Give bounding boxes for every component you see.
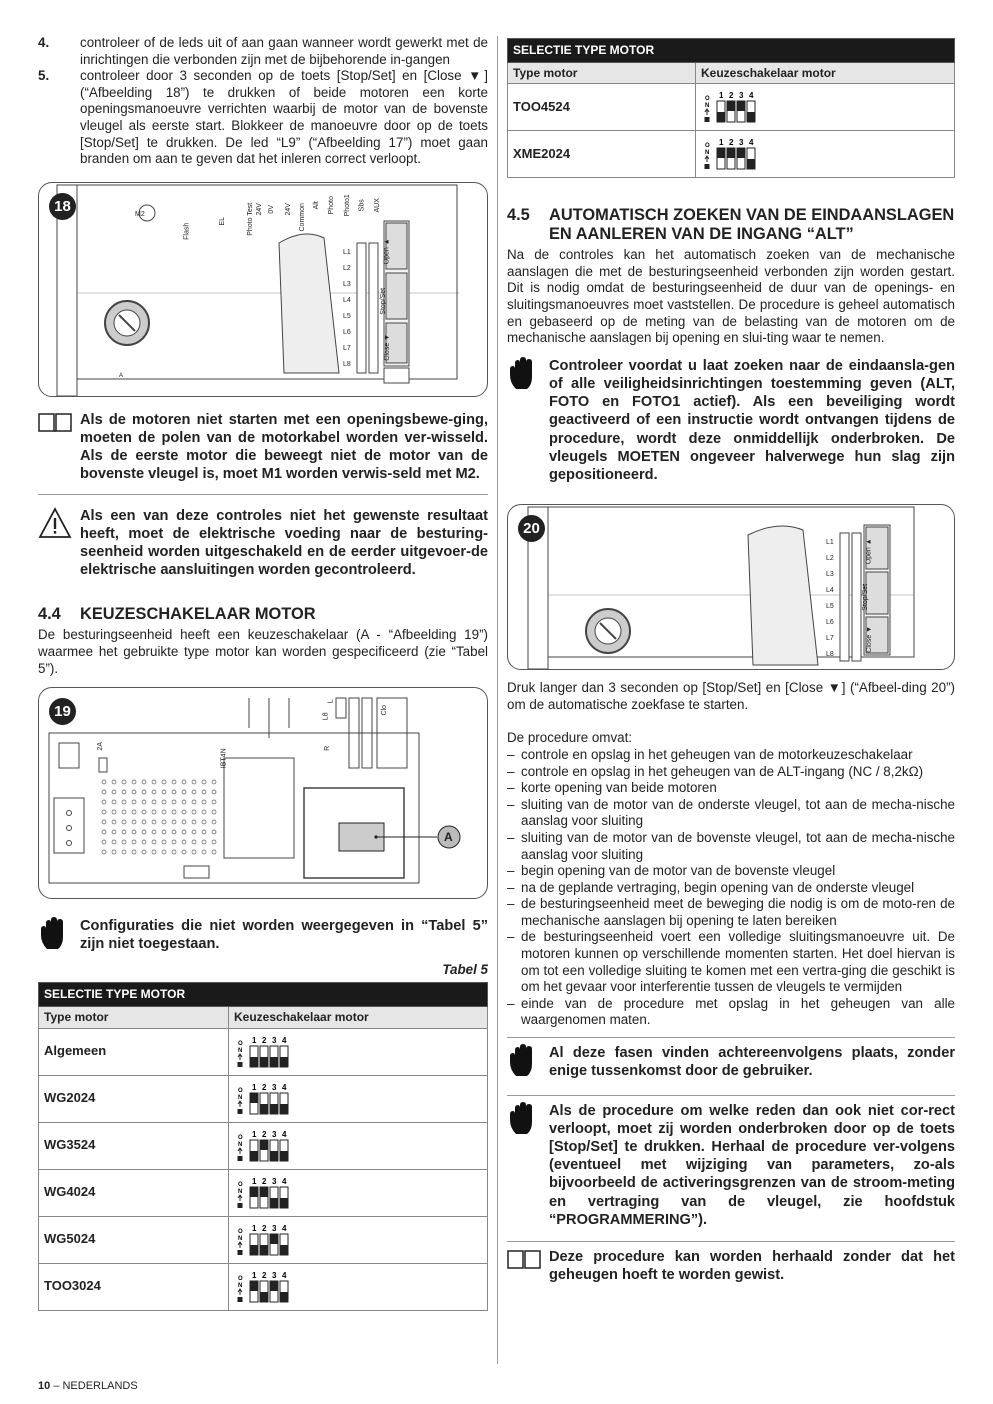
col-header-motor: Type motor <box>39 1006 229 1028</box>
figure-19-drawing <box>39 688 488 899</box>
table-row <box>39 1075 488 1122</box>
led-label: L8 <box>322 712 330 721</box>
column-divider <box>497 36 498 1364</box>
table-row <box>39 1169 488 1216</box>
figure-20-drawing <box>508 505 955 670</box>
led-label: L7 <box>343 344 351 352</box>
svg-text:O: O <box>238 1228 243 1235</box>
led-label: L1 <box>343 248 351 256</box>
led-label: L2 <box>826 555 834 563</box>
press-instruction: Druk langer dan 3 seconden op [Stop/Set] en [Close ▼] (“Afbeel-ding 20”) om de automatische zoekfase te starten. <box>507 680 955 712</box>
terminal-label: Common <box>298 202 306 232</box>
figure-number-badge: 19 <box>49 698 76 725</box>
module-label: IBT4N <box>220 748 228 769</box>
table-row <box>39 1122 488 1169</box>
section-4-4-heading <box>38 605 488 624</box>
separator <box>507 1095 955 1096</box>
svg-text:N: N <box>238 1188 243 1195</box>
svg-text:4: 4 <box>282 1082 287 1092</box>
svg-text:O: O <box>238 1040 243 1047</box>
figure-number-badge: 18 <box>49 193 76 220</box>
svg-text:3: 3 <box>272 1223 277 1233</box>
table-caption: SELECTIE TYPE MOTOR <box>39 983 488 1007</box>
dip-switch-diagram <box>237 1223 295 1257</box>
list-item: – de besturingseenheid meet de beweging die nodig is om de moto-ren de mechanische aanslagen bij opening te laten bereiken <box>507 896 955 929</box>
led-label: L1 <box>826 539 834 547</box>
svg-text:3: 3 <box>272 1082 277 1092</box>
stopset-button-label: Stop/Set <box>862 584 870 611</box>
left-column <box>38 35 488 1311</box>
terminal-label: Photo Test <box>247 202 255 236</box>
note-text: Deze procedure kan worden herhaald zonder dat het geheugen hoeft te worden gewist. <box>549 1249 955 1284</box>
svg-text:1: 1 <box>252 1270 257 1280</box>
open-button-label: Open ▲ <box>383 238 391 265</box>
dip-switch-diagram <box>237 1035 295 1069</box>
fuse-label: 2A <box>96 742 104 751</box>
dip-switch-diagram <box>237 1270 295 1304</box>
svg-text:N: N <box>238 1047 243 1054</box>
procedure-list <box>507 747 955 1029</box>
dip-switch-diagram <box>237 1082 295 1116</box>
motor-type-cell: WG3524 <box>39 1122 229 1169</box>
warning-icon <box>38 507 80 544</box>
svg-text:4: 4 <box>282 1223 287 1233</box>
svg-text:O: O <box>238 1087 243 1094</box>
dip-switch-cell <box>229 1075 488 1122</box>
dip-switch-cell <box>696 131 955 178</box>
svg-text:O: O <box>705 96 710 103</box>
list-item: – begin opening van de motor van de bovenste vleugel <box>507 863 955 880</box>
list-item: – de besturingseenheid voert een volledige sluitingsmanoeuvre uit. De motoren kunnen op verschillende momenten starten. Het doel hiervan is om tot een volledige sluiting te komen met een vertra-ging die geschikt is om het gevaar voor interferentie tussen de vleugels te vermijden <box>507 929 955 995</box>
figure-20 <box>507 504 955 670</box>
motor-type-cell: WG4024 <box>39 1169 229 1216</box>
pcb-holes <box>102 780 216 854</box>
step-number: 4. <box>38 35 50 50</box>
section-number: 4.5 <box>507 206 530 225</box>
dip-switch-diagram <box>704 137 762 171</box>
svg-text:2: 2 <box>262 1082 267 1092</box>
motor-table-right <box>507 38 955 178</box>
led-label: L7 <box>826 635 834 643</box>
terminal-label: Sbs <box>358 199 366 212</box>
list-item: – sluiting van de motor van de onderste vleugel, tot aan de mecha-nische aanslag voor sluiting <box>507 797 955 830</box>
svg-text:1: 1 <box>252 1176 257 1186</box>
col-header-switch: Keuzeschakelaar motor <box>696 62 955 84</box>
led-strip <box>357 243 378 373</box>
led-label: L <box>327 699 335 704</box>
procedure-intro: De procedure omvat: <box>507 730 633 746</box>
open-button-label: Open ▲ <box>865 538 873 565</box>
table-row <box>508 131 955 178</box>
svg-text:3: 3 <box>272 1176 277 1186</box>
dip-switch-cell <box>229 1169 488 1216</box>
svg-text:2: 2 <box>262 1223 267 1233</box>
hand-stop-icon <box>38 917 80 956</box>
section-4-5-heading <box>507 206 955 244</box>
note-hand-fail <box>507 1102 955 1229</box>
table-row <box>508 84 955 131</box>
dip-switch-cell <box>229 1028 488 1075</box>
section-body: Na de controles kan het automatisch zoeken van de mechanische aanslagen die met de besturingseenheid verbonden zijn worden gestart. Dit is nodig omdat de besturingseenheid de duur van de openings- en sluitingsmanoeuvres moet vaststellen. De procedure is geheel automatisch en gebaseerd op de meting van de belasting van de motoren om de mechanische aanslagen bij opening en slui-ting waar te nemen. <box>507 247 955 346</box>
led-label: L6 <box>343 328 351 336</box>
dip-switch-cell <box>229 1263 488 1310</box>
svg-text:O: O <box>238 1275 243 1282</box>
hand-stop-icon <box>507 1044 549 1083</box>
list-item: – na de geplande vertraging, begin opening van de onderste vleugel <box>507 880 955 897</box>
table-row <box>39 1263 488 1310</box>
motor-type-cell: TOO4524 <box>508 84 696 131</box>
step-text: controleer door 3 seconden op de toets [Stop/Set] en [Close ▼] (“Afbeelding 18”) te drukken of beide motoren een korte openingsmanoeuvre verrichten waarbij de motor van de bovenste vleugel als eerste start. Blokkeer de manoeuvre door op de toets [Stop/Set] te drukken. De led “L9” (“Afbeelding 17”) moet gaan branden om aan te geven dat het inleren correct verloopt. <box>80 68 488 167</box>
led-label: L2 <box>343 264 351 272</box>
note-text: Als een van deze controles niet het gewenste resultaat heeft, moet de elektrische voeding naar de besturing-seenheid worden uitgeschakeld en de eerder uitgevoer-de elektrische aansluitingen worden gecontroleerd. <box>80 507 488 579</box>
svg-text:2: 2 <box>729 138 734 148</box>
section-number: 4.4 <box>38 605 61 624</box>
svg-text:3: 3 <box>739 138 744 148</box>
led-label: L4 <box>826 587 834 595</box>
led-label: L3 <box>343 280 351 288</box>
section-body: De besturingseenheid heeft een keuzeschakelaar (A - “Afbeelding 19”) waarmee het gebruikte type motor kan worden gespecificeerd (zie “Tabel 5”). <box>38 627 488 676</box>
note-text: Al deze fasen vinden achtereenvolgens plaats, zonder enige tussenkomst door de gebruiker. <box>549 1045 955 1080</box>
col-header-switch: Keuzeschakelaar motor <box>229 1006 488 1028</box>
step-text: controleer of de leds uit of aan gaan wanneer wordt gewerkt met de inrichtingen die verbonden zijn met de bijbehorende in-gangen <box>80 35 488 67</box>
dip-switch-cell <box>696 84 955 131</box>
footer-language: – NEDERLANDS <box>53 1380 138 1392</box>
led-label: L5 <box>826 603 834 611</box>
svg-text:3: 3 <box>272 1270 277 1280</box>
r-label: R <box>324 745 332 751</box>
svg-text:1: 1 <box>719 91 724 101</box>
terminal-label: EL <box>218 216 226 226</box>
step-5 <box>38 68 488 168</box>
svg-text:4: 4 <box>282 1270 287 1280</box>
led-labels <box>826 535 838 663</box>
table-row <box>39 1216 488 1263</box>
list-item: – controle en opslag in het geheugen van de ALT-ingang (NC / 8,2kΩ) <box>507 764 955 781</box>
svg-text:O: O <box>705 143 710 150</box>
svg-text:N: N <box>238 1094 243 1101</box>
list-item: – sluiting van de motor van de bovenste vleugel, tot aan de mecha-nische aanslag voor sluiting <box>507 830 955 863</box>
section-title: AUTOMATISCH ZOEKEN VAN DE EINDAANSLAGEN EN AANLEREN VAN DE INGANG “ALT” <box>549 206 955 244</box>
callout-a: A <box>444 830 453 845</box>
motor-label: M2 <box>135 210 145 218</box>
hand-stop-icon <box>507 357 549 396</box>
note-hand-check <box>507 357 955 484</box>
svg-text:2: 2 <box>262 1270 267 1280</box>
motor-type-cell: Algemeen <box>39 1028 229 1075</box>
motor-type-cell: XME2024 <box>508 131 696 178</box>
note-hand-phases <box>507 1044 955 1083</box>
svg-text:2: 2 <box>262 1176 267 1186</box>
svg-text:4: 4 <box>749 91 754 101</box>
svg-text:2: 2 <box>729 91 734 101</box>
note-text: Controleer voordat u laat zoeken naar de eindaansla-gen of alle veiligheidsinrichtingen toestemming geven (ALT, FOTO en FOTO1 actief). Als een beveiliging wordt geactiveerd of een instructie wordt ontvangen tijdens de procedure, wordt deze onmiddellijk onderbroken. De vleugels MOETEN ongeveer halverwege hun slag zijn gepositioneerd. <box>549 357 955 483</box>
motor-type-cell: WG5024 <box>39 1216 229 1263</box>
motor-type-cell: WG2024 <box>39 1075 229 1122</box>
led-labels <box>343 245 355 373</box>
svg-text:4: 4 <box>282 1129 287 1139</box>
led-label: L3 <box>826 571 834 579</box>
svg-text:N: N <box>238 1141 243 1148</box>
led-label: L4 <box>343 296 351 304</box>
dip-switch-diagram <box>704 90 762 124</box>
svg-text:3: 3 <box>272 1035 277 1045</box>
step-number: 5. <box>38 68 50 84</box>
led-label: L8 <box>343 360 351 368</box>
table-row <box>39 1028 488 1075</box>
terminal-label: 24V <box>255 202 263 216</box>
right-column <box>507 38 955 1284</box>
motor-type-cell: TOO3024 <box>39 1263 229 1310</box>
led-label: L6 <box>826 619 834 627</box>
list-item: – korte opening van beide motoren <box>507 780 955 797</box>
terminal-label: Photo <box>327 195 335 215</box>
note-book-repeat <box>507 1248 955 1284</box>
svg-text:3: 3 <box>739 91 744 101</box>
table-label: Tabel 5 <box>442 961 488 977</box>
svg-text:N: N <box>238 1282 243 1289</box>
list-item: – einde van de procedure met opslag in het geheugen van alle waargenomen maten. <box>507 996 955 1029</box>
list-item: – controle en opslag in het geheugen van de motorkeuzeschakelaar <box>507 747 955 764</box>
terminal-label: 24V <box>284 202 292 216</box>
svg-text:1: 1 <box>252 1035 257 1045</box>
close-button-label: Close ▼ <box>866 626 874 653</box>
table-caption: SELECTIE TYPE MOTOR <box>508 39 955 63</box>
separator <box>507 1037 955 1038</box>
close-button-label: Close ▼ <box>384 333 392 361</box>
svg-text:N: N <box>705 103 710 110</box>
stopset-button-label: Stop/Set <box>380 287 388 315</box>
terminal-label: Photo1 <box>343 193 351 217</box>
table-body <box>39 1028 488 1310</box>
page-number: 10 <box>38 1380 51 1392</box>
page-footer <box>38 1378 138 1395</box>
led-label: L5 <box>343 312 351 320</box>
col-header-motor: Type motor <box>508 62 696 84</box>
terminal-label: Alt <box>312 200 320 210</box>
figure-19 <box>38 687 488 899</box>
svg-text:N: N <box>238 1235 243 1242</box>
clo-label: Clo <box>380 705 388 716</box>
table-body <box>508 84 955 178</box>
svg-text:2: 2 <box>262 1129 267 1139</box>
note-warning <box>38 507 488 580</box>
svg-text:N: N <box>705 150 710 157</box>
svg-text:1: 1 <box>719 138 724 148</box>
note-text: Configuraties die niet worden weergegeven in “Tabel 5” zijn niet toegestaan. <box>80 918 488 953</box>
book-icon <box>507 1248 549 1275</box>
led-label: L8 <box>826 651 834 659</box>
figure-number-badge: 20 <box>518 515 545 542</box>
terminal-label: 0V <box>267 204 275 214</box>
svg-text:O: O <box>238 1181 243 1188</box>
book-icon <box>38 411 80 438</box>
svg-text:O: O <box>238 1134 243 1141</box>
dip-switch-cell <box>229 1122 488 1169</box>
svg-text:1: 1 <box>252 1082 257 1092</box>
motor-table-left <box>38 982 488 1310</box>
dip-switch-diagram <box>237 1129 295 1163</box>
svg-text:2: 2 <box>262 1035 267 1045</box>
terminal-label: AUX <box>373 197 381 213</box>
note-text: Als de procedure om welke reden dan ook niet cor-rect verloopt, moet zij worden onderbroken door op de toets [Stop/Set] te drukken. Herhaal de procedure ver-volgens (eventueel met wijziging van parameters, zo-als bijvoorbeeld de activeringsgrenzen van de stroom-meting en vertraging van de vleugel, zie hoofdstuk “PROGRAMMERING”). <box>549 1102 955 1228</box>
note-hand-config <box>38 917 488 956</box>
separator <box>507 1241 955 1242</box>
svg-text:4: 4 <box>749 138 754 148</box>
note-book-poles <box>38 411 488 484</box>
svg-text:4: 4 <box>282 1035 287 1045</box>
section-title: KEUZESCHAKELAAR MOTOR <box>80 605 316 624</box>
svg-text:4: 4 <box>282 1176 287 1186</box>
step-4 <box>38 35 488 68</box>
dip-switch-cell <box>229 1216 488 1263</box>
hand-stop-icon <box>507 1102 549 1141</box>
figure-18 <box>38 182 488 397</box>
dip-switch-diagram <box>237 1176 295 1210</box>
terminal-label: Flash <box>183 222 191 240</box>
svg-text:1: 1 <box>252 1129 257 1139</box>
svg-text:3: 3 <box>272 1129 277 1139</box>
separator <box>38 494 488 495</box>
note-text: Als de motoren niet starten met een openingsbewe-ging, moeten de polen van de motorkabel worden ver-wisseld. Als de eerste motor die beweegt niet de motor van de bovenste vleugel is, moet M1 worden verwis-seld met M2. <box>80 411 488 483</box>
figure-callout: A <box>119 372 124 379</box>
svg-text:1: 1 <box>252 1223 257 1233</box>
